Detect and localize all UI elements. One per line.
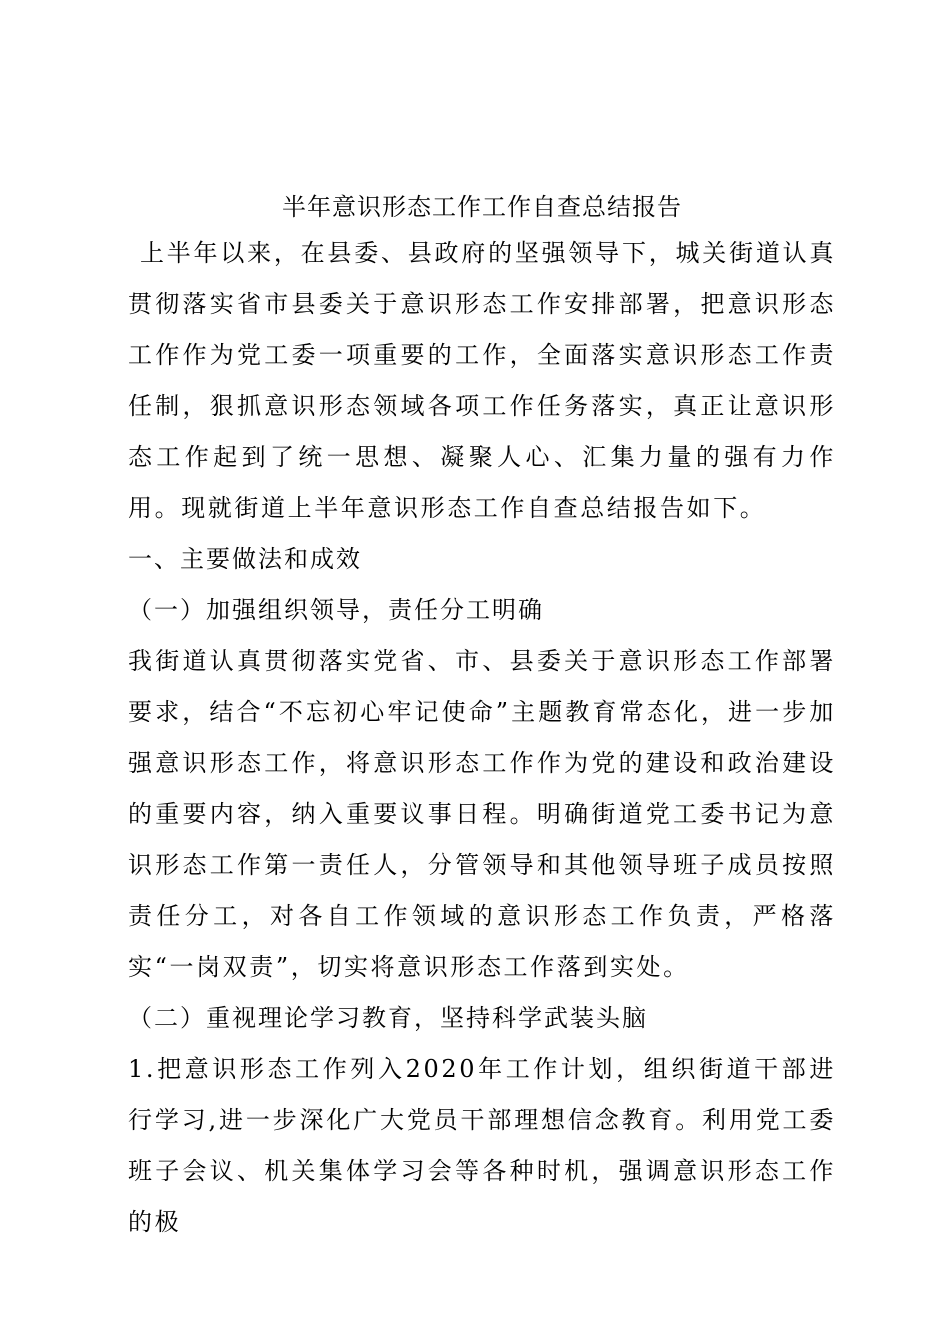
subsection-heading-1: （一）加强组织领导，责任分工明确 xyxy=(128,596,544,624)
section-heading-1: 一、主要做法和成效 xyxy=(128,545,362,573)
intro-paragraph: 上半年以来，在县委、县政府的坚强领导下，城关街道认真贯彻落实省市县委关于意识形态工作安排部署，把意识形态工作作为党工委一项重要的工作，全面落实意识形态工作责任制，狠抓意识形态领域各项工作任务落实，真正让意识形态工作起到了统一思想、凝聚人心、汇集力量的强有力作用。现就街道上半年意识形态工作自查总结报告如下。 xyxy=(128,239,836,522)
document-page xyxy=(128,186,836,1248)
subsection-heading-2: （二）重视理论学习教育，坚持科学武装头脑 xyxy=(128,1004,648,1032)
subsection-1-paragraph: 我街道认真贯彻落实党省、市、县委关于意识形态工作部署要求，结合“不忘初心牢记使命”主题教育常态化，进一步加强意识形态工作，将意识形态工作作为党的建设和政治建设的重要内容，纳入重要议事日程。明确街道党工委书记为意识形态工作第一责任人，分管领导和其他领导班子成员按照责任分工，对各自工作领域的意识形态工作负责，严格落实“一岗双责”，切实将意识形态工作落到实处。 xyxy=(128,647,836,981)
document-title: 半年意识形态工作工作自查总结报告 xyxy=(282,193,682,221)
subsection-2-item-1: 1.把意识形态工作列入2020年工作计划，组织街道干部进行学习,进一步深化广大党员干部理想信念教育。利用党工委班子会议、机关集体学习会等各种时机，强调意识形态工作的极 xyxy=(128,1055,836,1236)
